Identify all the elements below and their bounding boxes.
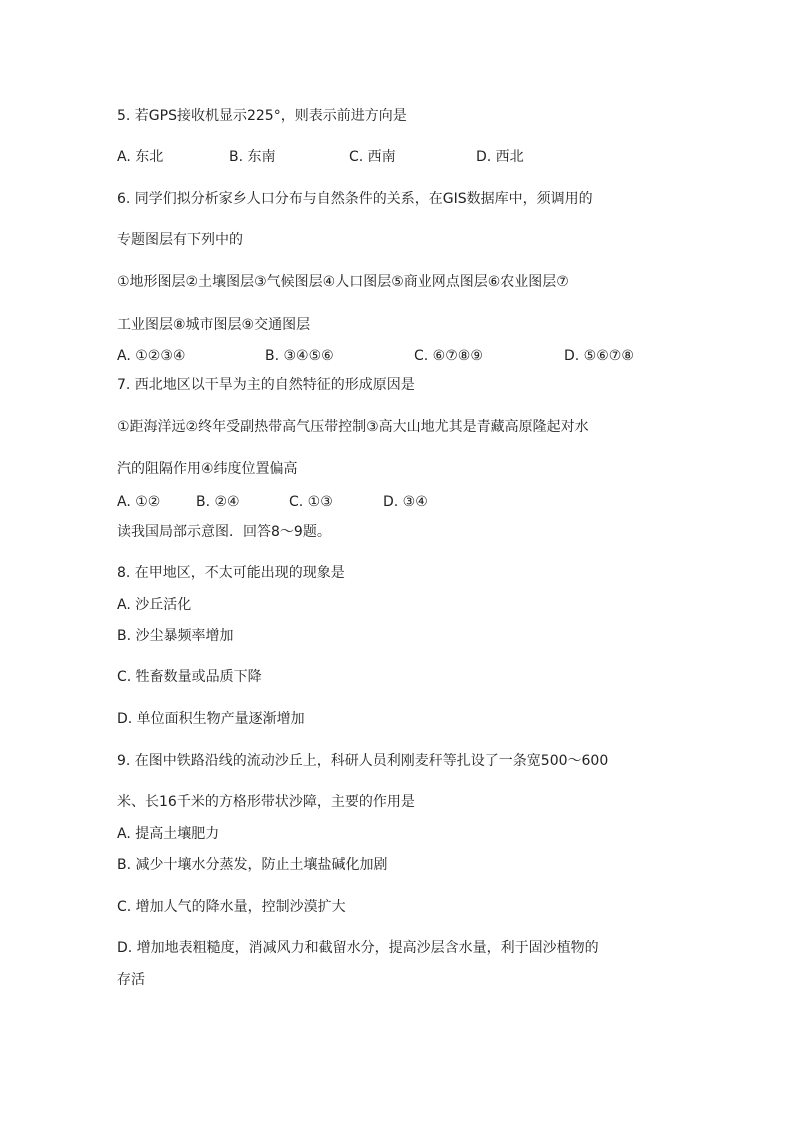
question-6-option-a: A. ①②③④ [117,348,186,364]
question-6-option-b: B. ③④⑤⑥ [265,348,334,364]
question-7-option-b: B. ②④ [196,494,240,510]
question-5-option-b: B. 东南 [229,149,276,165]
question-6-list-line-1: ①地形图层②土壤图层③气候图层④人口图层⑤商业网点图层⑥农业图层⑦ [117,274,569,290]
question-9-stem-line-2: 米、长16千米的方格形带状沙障，主要的作用是 [117,794,415,810]
question-9-option-d-continuation: 存活 [117,972,145,988]
question-7-list-line-1: ①距海洋远②终年受副热带高气压带控制③高大山地尤其是青藏高原隆起对水 [117,419,589,435]
question-9-option-a: A. 提高土壤肥力 [117,826,220,842]
question-8-option-a: A. 沙丘活化 [117,597,192,613]
question-8-option-b: B. 沙尘暴频率增加 [117,628,234,644]
question-7-list-line-2: 汽的阻隔作用④纬度位置偏高 [117,461,298,477]
question-6-list-line-2: 工业图层⑧城市图层⑨交通图层 [117,317,311,333]
question-6-stem-line-1: 6. 同学们拟分析家乡人口分布与自然条件的关系，在GIS数据库中，须调用的 [117,191,593,207]
question-6-stem-line-2: 专题图层有下列中的 [117,232,243,248]
question-8-stem: 8. 在甲地区，不太可能出现的现象是 [117,565,345,581]
question-7-option-d: D. ③④ [383,494,428,510]
question-5-option-d: D. 西北 [476,149,524,165]
question-5-stem: 5. 若GPS接收机显示225°，则表示前进方向是 [117,108,407,124]
question-9-option-c: C. 增加人气的降水量，控制沙漠扩大 [117,899,346,915]
questions-8-9-intro: 读我国局部示意图．回答8～9题。 [117,524,331,540]
question-7-option-a: A. ①② [117,494,161,510]
question-8-option-d: D. 单位面积生物产量逐渐增加 [117,711,305,727]
question-5-option-a: A. 东北 [117,149,164,165]
question-7-stem: 7. 西北地区以干旱为主的自然特征的形成原因是 [117,377,415,393]
question-5-option-c: C. 西南 [349,149,396,165]
question-7-option-c: C. ①③ [289,494,333,510]
question-6-option-d: D. ⑤⑥⑦⑧ [564,348,634,364]
question-9-option-b: B. 减少十壤水分蒸发，防止土壤盐碱化加剧 [117,857,388,873]
question-9-stem-line-1: 9. 在图中铁路沿线的流动沙丘上，科研人员利刚麦秆等扎设了一条宽500～600 [117,753,609,769]
question-6-option-c: C. ⑥⑦⑧⑨ [414,348,483,364]
question-8-option-c: C. 牲畜数量或品质下降 [117,669,262,685]
question-9-option-d: D. 增加地表粗糙度，消减风力和截留水分，提高沙层含水量，利于固沙植物的 [117,940,599,956]
